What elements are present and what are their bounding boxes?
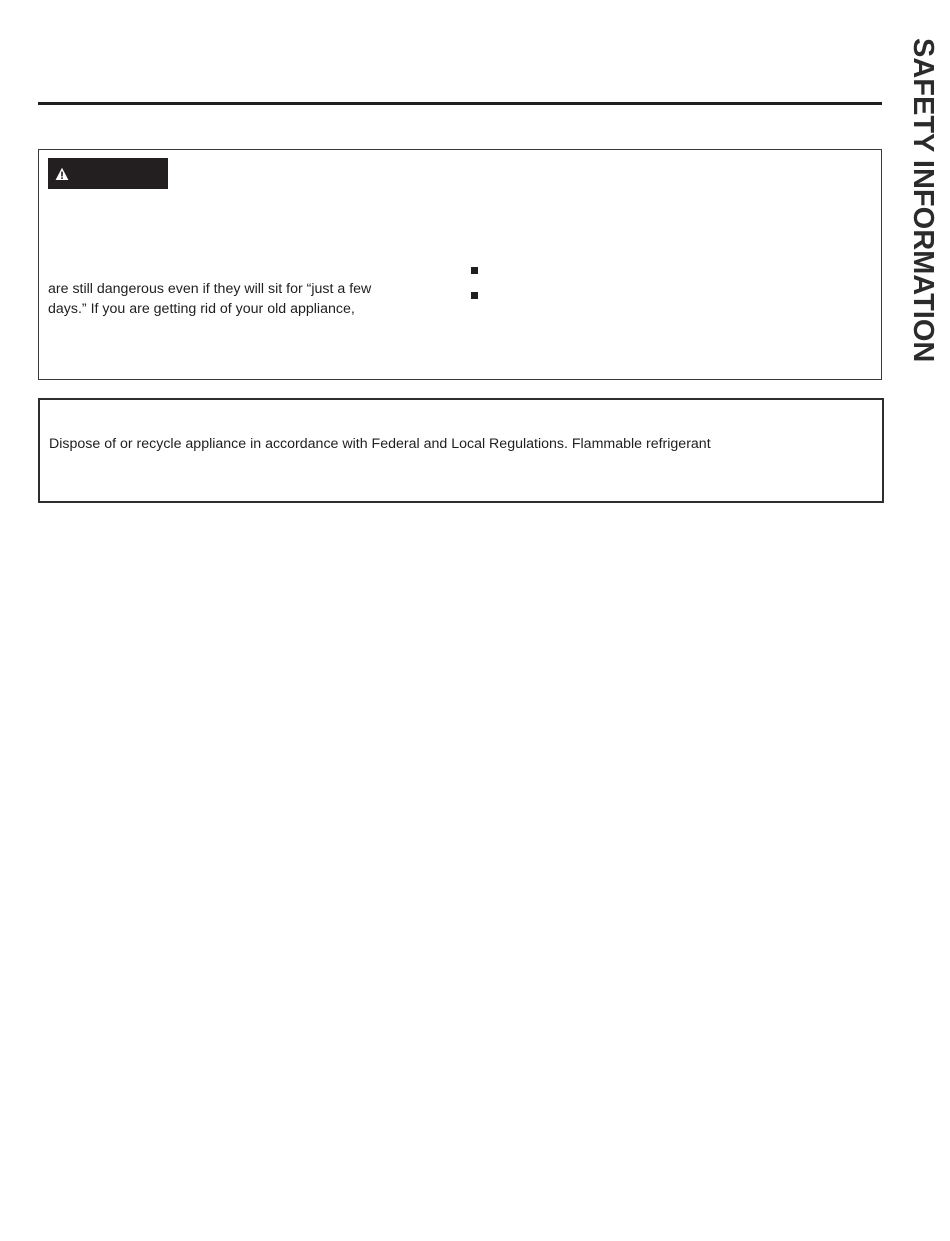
bullet-marker [471,267,478,274]
header-rule [38,102,882,105]
warning-box [38,149,882,380]
warning-triangle-icon [55,167,69,181]
warning-text [48,280,443,319]
bullet-marker [471,292,478,299]
section-side-title: SAFETY INFORMATION [907,38,939,363]
bullet-list [471,267,478,317]
warning-text-line: days.” If you are getting rid of your old appliance, [48,300,355,317]
disposal-box [38,398,884,503]
disposal-text: Dispose of or recycle appliance in accordance with Federal and Local Regulations. Flammable refrigerant [49,436,711,452]
warning-badge [48,158,168,189]
warning-text-line: are still dangerous even if they will sit for “just a few [48,281,372,297]
